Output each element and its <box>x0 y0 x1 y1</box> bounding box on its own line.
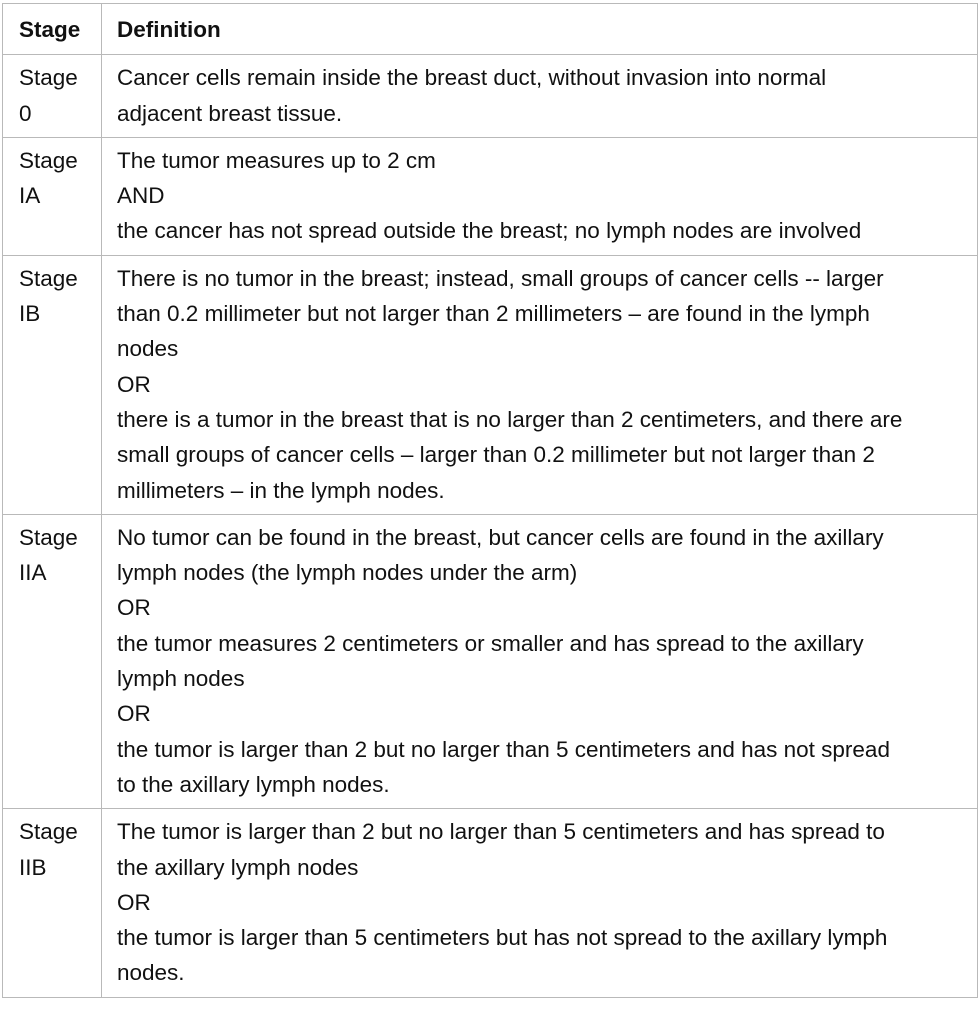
stage-cell <box>3 137 102 255</box>
definition-line: the axillary lymph nodes <box>117 854 359 880</box>
definition-line: the tumor measures 2 centimeters or smaller and has spread to the axillary <box>117 630 864 656</box>
stage-code: IIA <box>19 560 47 586</box>
stage-word: Stage <box>19 65 78 91</box>
header-definition: Definition <box>102 4 978 55</box>
definition-line: the tumor is larger than 5 centimeters but has not spread to the axillary lymph <box>117 925 888 951</box>
definition-line: the tumor is larger than 2 but no larger than 5 centimeters and has not spread <box>117 736 890 762</box>
definition-line: OR <box>117 371 151 397</box>
definition-cell <box>102 55 978 138</box>
definition-line: the cancer has not spread outside the breast; no lymph nodes are involved <box>117 218 862 244</box>
table-row-stage-iia <box>3 514 978 808</box>
definition-line: to the axillary lymph nodes. <box>117 771 390 797</box>
definition-line: nodes <box>117 336 179 362</box>
definition-cell <box>102 137 978 255</box>
breast-cancer-stage-table <box>2 3 978 998</box>
stage-code: 0 <box>19 100 32 126</box>
definition-line: There is no tumor in the breast; instead, small groups of cancer cells -- larger <box>117 265 884 291</box>
stage-cell <box>3 55 102 138</box>
header-stage: Stage <box>3 4 102 55</box>
table-row-stage-ib <box>3 255 978 514</box>
definition-line: millimeters – in the lymph nodes. <box>117 477 445 503</box>
definition-line: adjacent breast tissue. <box>117 100 343 126</box>
definition-cell <box>102 809 978 997</box>
definition-line: No tumor can be found in the breast, but cancer cells are found in the axillary <box>117 524 884 550</box>
definition-line: nodes. <box>117 960 185 986</box>
definition-line: Cancer cells remain inside the breast duct, without invasion into normal <box>117 65 827 91</box>
stage-word: Stage <box>19 147 78 173</box>
table-row-stage-0 <box>3 55 978 138</box>
stage-cell <box>3 809 102 997</box>
header-row <box>3 4 978 55</box>
definition-line: lymph nodes <box>117 666 245 692</box>
definition-line: OR <box>117 595 151 621</box>
definition-line: The tumor measures up to 2 cm <box>117 147 436 173</box>
definition-cell <box>102 255 978 514</box>
table-row-stage-iib <box>3 809 978 997</box>
definition-line: AND <box>117 183 165 209</box>
definition-line: OR <box>117 889 151 915</box>
definition-cell <box>102 514 978 808</box>
stage-code: IB <box>19 301 41 327</box>
stage-cell <box>3 255 102 514</box>
definition-line: small groups of cancer cells – larger than 0.2 millimeter but not larger than 2 <box>117 442 875 468</box>
definition-line: there is a tumor in the breast that is no larger than 2 centimeters, and there are <box>117 406 903 432</box>
stage-word: Stage <box>19 524 78 550</box>
definition-line: lymph nodes (the lymph nodes under the arm) <box>117 560 578 586</box>
stage-word: Stage <box>19 265 78 291</box>
definition-line: than 0.2 millimeter but not larger than 2 millimeters – are found in the lymph <box>117 301 870 327</box>
table-row-stage-ia <box>3 137 978 255</box>
stage-code: IA <box>19 183 41 209</box>
stage-code: IIB <box>19 854 47 880</box>
stage-cell <box>3 514 102 808</box>
stage-word: Stage <box>19 819 78 845</box>
definition-line: The tumor is larger than 2 but no larger than 5 centimeters and has spread to <box>117 819 885 845</box>
definition-line: OR <box>117 701 151 727</box>
